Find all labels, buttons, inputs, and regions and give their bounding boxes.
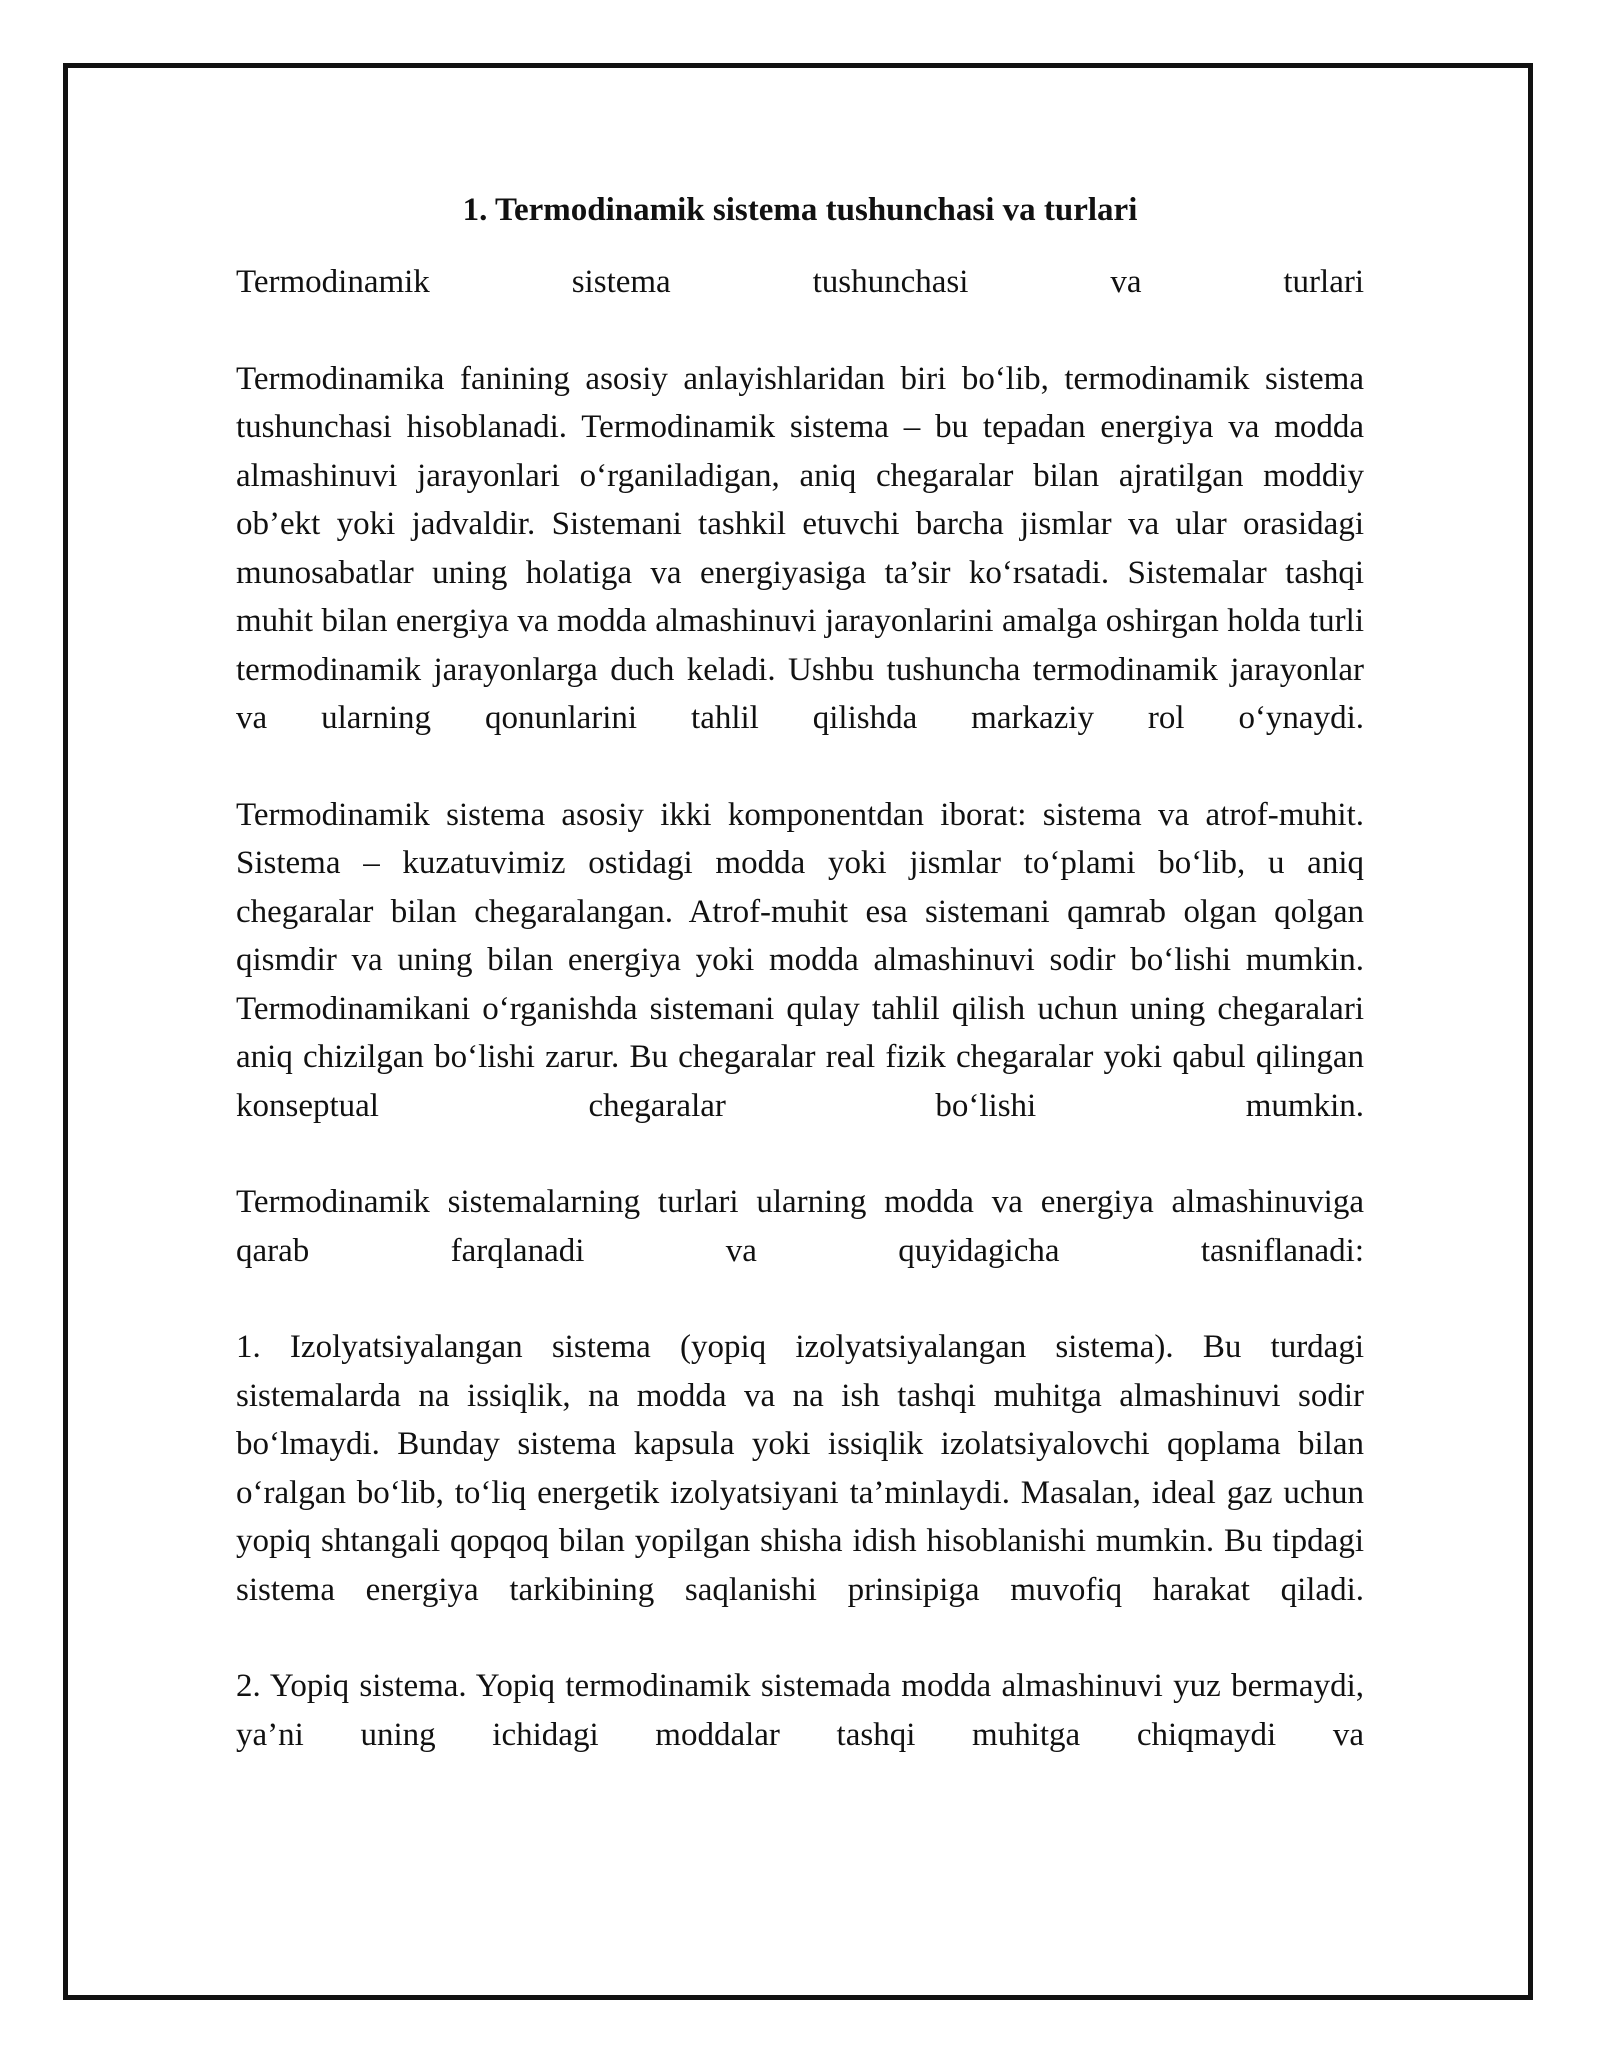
section-title: 1. Termodinamik sistema tushunchasi va turlari [462,192,1138,228]
paragraph-isolated-system: 1. Izolyatsiyalangan sistema (yopiq izolyatsiyalangan sistema). Bu turdagi sistemalarda na issiqlik, na modda va na ish tashqi muhitga almashinuvi sodir bo‘lmaydi. Bunday sistema kapsula yoki issiqlik izolatsiyalovchi qoplama bilan o‘ralgan bo‘lib, to‘liq energetik izolyatsiyani ta’minlaydi. Masalan, ideal gaz uchun yopiq shtangali qopqoq bilan yopilgan shisha idish hisoblanishi mumkin. Bu tipdagi sistema energiya tarkibining saqlanishi prinsipiga muvofiq harakat qiladi. [236,1329,1364,1608]
paragraph-subtitle: Termodinamik sistema tushunchasi va turlari [236,264,1364,300]
paragraph-definition: Termodinamika fanining asosiy anlayishlaridan biri bo‘lib, termodinamik sistema tushunchasi hisoblanadi. Termodinamik sistema – bu tepadan energiya va modda almashinuvi jarayonlari o‘rganiladigan, aniq chegaralar bilan ajratilgan moddiy ob’ekt yoki jadvaldir. Sistemani tashkil etuvchi barcha jismlar va ular orasidagi munosabatlar uning holatiga va energiyasiga ta’sir ko‘rsatadi. Sistemalar tashqi muhit bilan energiya va modda almashinuvi jarayonlarini amalga oshirgan holda turli termodinamik jarayonlarga duch keladi. Ushbu tushuncha termodinamik jarayonlar va ularning qonunlarini tahlil qilishda markaziy rol o‘ynaydi. [236,360,1364,736]
document-body [236,186,1364,1807]
paragraph-components: Termodinamik sistema asosiy ikki komponentdan iborat: sistema va atrof-muhit. Sistema – kuzatuvimiz ostidagi modda yoki jismlar to‘plami bo‘lib, u aniq chegaralar bilan chegaralangan. Atrof-muhit esa sistemani qamrab olgan qolgan qismdir va uning bilan energiya yoki modda almashinuvi sodir bo‘lishi mumkin. Termodinamikani o‘rganishda sistemani qulay tahlil qilish uchun uning chegaralari aniq chizilgan bo‘lishi zarur. Bu chegaralar real fizik chegaralar yoki qabul qilingan konseptual chegaralar bo‘lishi mumkin. [236,796,1364,1124]
paragraph-types-intro: Termodinamik sistemalarning turlari ularning modda va energiya almashinuviga qarab farqlanadi va quyidagicha tasniflanadi: [236,1184,1364,1269]
paragraph-closed-system: 2. Yopiq sistema. Yopiq termodinamik sistemada modda almashinuvi yuz bermaydi, ya’ni uning ichidagi moddalar tashqi muhitga chiqmaydi va [236,1668,1364,1753]
